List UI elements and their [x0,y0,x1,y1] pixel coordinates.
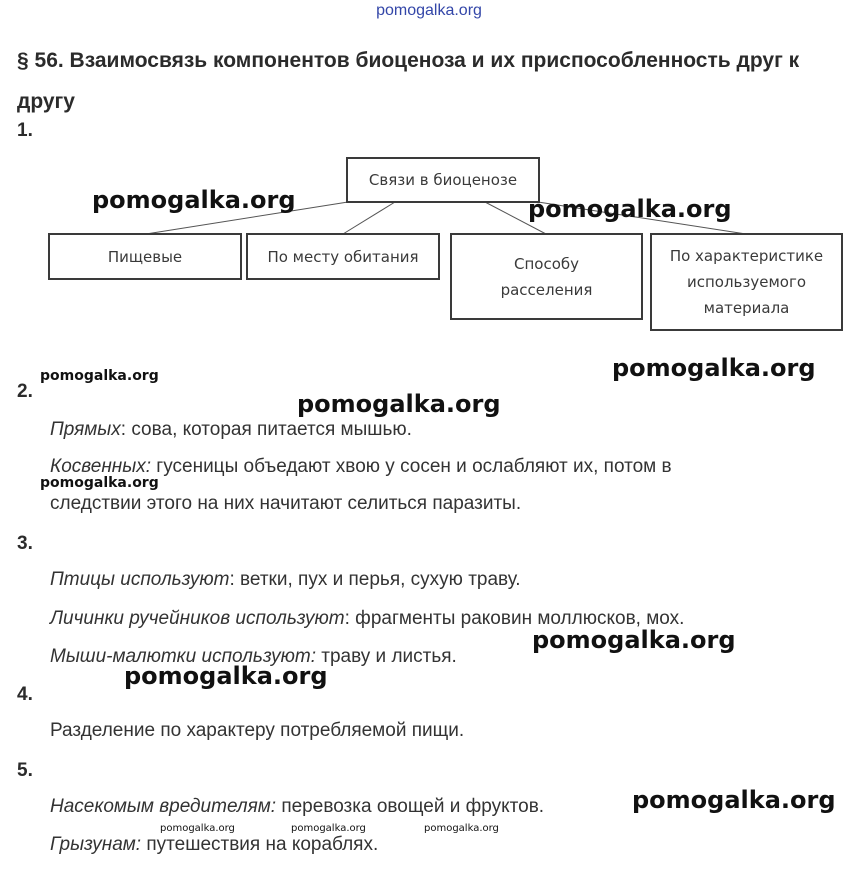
watermark-large: pomogalka.org [124,662,328,690]
s2-line-3 [50,493,521,515]
watermark-large: pomogalka.org [92,186,296,214]
diagram-box-dispersal [450,233,643,320]
watermark-tiny: pomogalka.org [291,823,366,834]
s5-line-1-label: Насекомым вредителям: [50,796,277,817]
s5-line-2-text: путешествия на кораблях. [141,834,379,855]
s3-line-1-text: : ветки, пух и перья, сухую траву. [229,569,521,590]
section-number-3: 3. [17,533,33,554]
watermark-large: pomogalka.org [528,195,732,223]
s3-line-1-label: Птицы используют [50,569,230,590]
top-watermark: pomogalka.org [376,2,482,19]
diagram-box-habitat-label: По месту обитания [267,247,419,266]
diagram-box-material-label: По характеристике используемого материала [669,247,824,317]
s3-line-1 [50,569,521,591]
s2-line-1 [50,419,412,441]
watermark-tiny: pomogalka.org [160,823,235,834]
watermark-large: pomogalka.org [612,354,816,382]
diagram-root-box [346,157,540,203]
section-number-1: 1. [17,120,33,141]
s3-line-2-text: : фрагменты раковин моллюсков, мох. [344,608,685,629]
section-number-5: 5. [17,760,33,781]
s2-line-1-text: : сова, которая питается мышью. [120,419,412,440]
s2-line-2-text: гусеницы объедают хвою у сосен и ослабляют их, потом в [151,456,672,477]
diagram-box-dispersal-label: Способу расселения [500,254,593,299]
section-number-2: 2. [17,381,33,402]
s5-line-2-label: Грызунам: [50,834,142,855]
s5-line-2 [50,834,378,856]
page-title: § 56. Взаимосвязь компонентов биоценоза и их приспособленность друг к другу [17,49,800,113]
diagram-box-food [48,233,242,280]
s3-line-3-label: Мыши-малютки используют: [50,646,316,667]
s3-line-2-label: Личинки ручейников используют [50,608,345,629]
watermark-large: pomogalka.org [632,786,836,814]
watermark-large: pomogalka.org [297,390,501,418]
s5-line-1-text: перевозка овощей и фруктов. [276,796,545,817]
diagram-box-material [650,233,843,331]
watermark-tiny: pomogalka.org [424,823,499,834]
s4-line-1: Разделение по характеру потребляемой пищи. [50,720,465,741]
diagram-box-food-label: Пищевые [107,247,183,266]
s2-line-3-text: следствии этого на них начитают селиться паразиты. [50,493,522,514]
watermark-small: pomogalka.org [40,475,159,491]
watermark-large: pomogalka.org [532,626,736,654]
diagram-root-label: Связи в биоценозе [368,171,518,189]
watermark-small: pomogalka.org [40,368,159,384]
diagram-box-habitat [246,233,440,280]
section-number-4: 4. [17,684,33,705]
connector-habitat [343,202,395,234]
s5-line-1 [50,796,544,818]
s2-line-1-label: Прямых [50,419,121,440]
s2-line-2-label: Косвенных: [50,456,152,477]
s3-line-3-text: траву и листья. [315,646,457,667]
